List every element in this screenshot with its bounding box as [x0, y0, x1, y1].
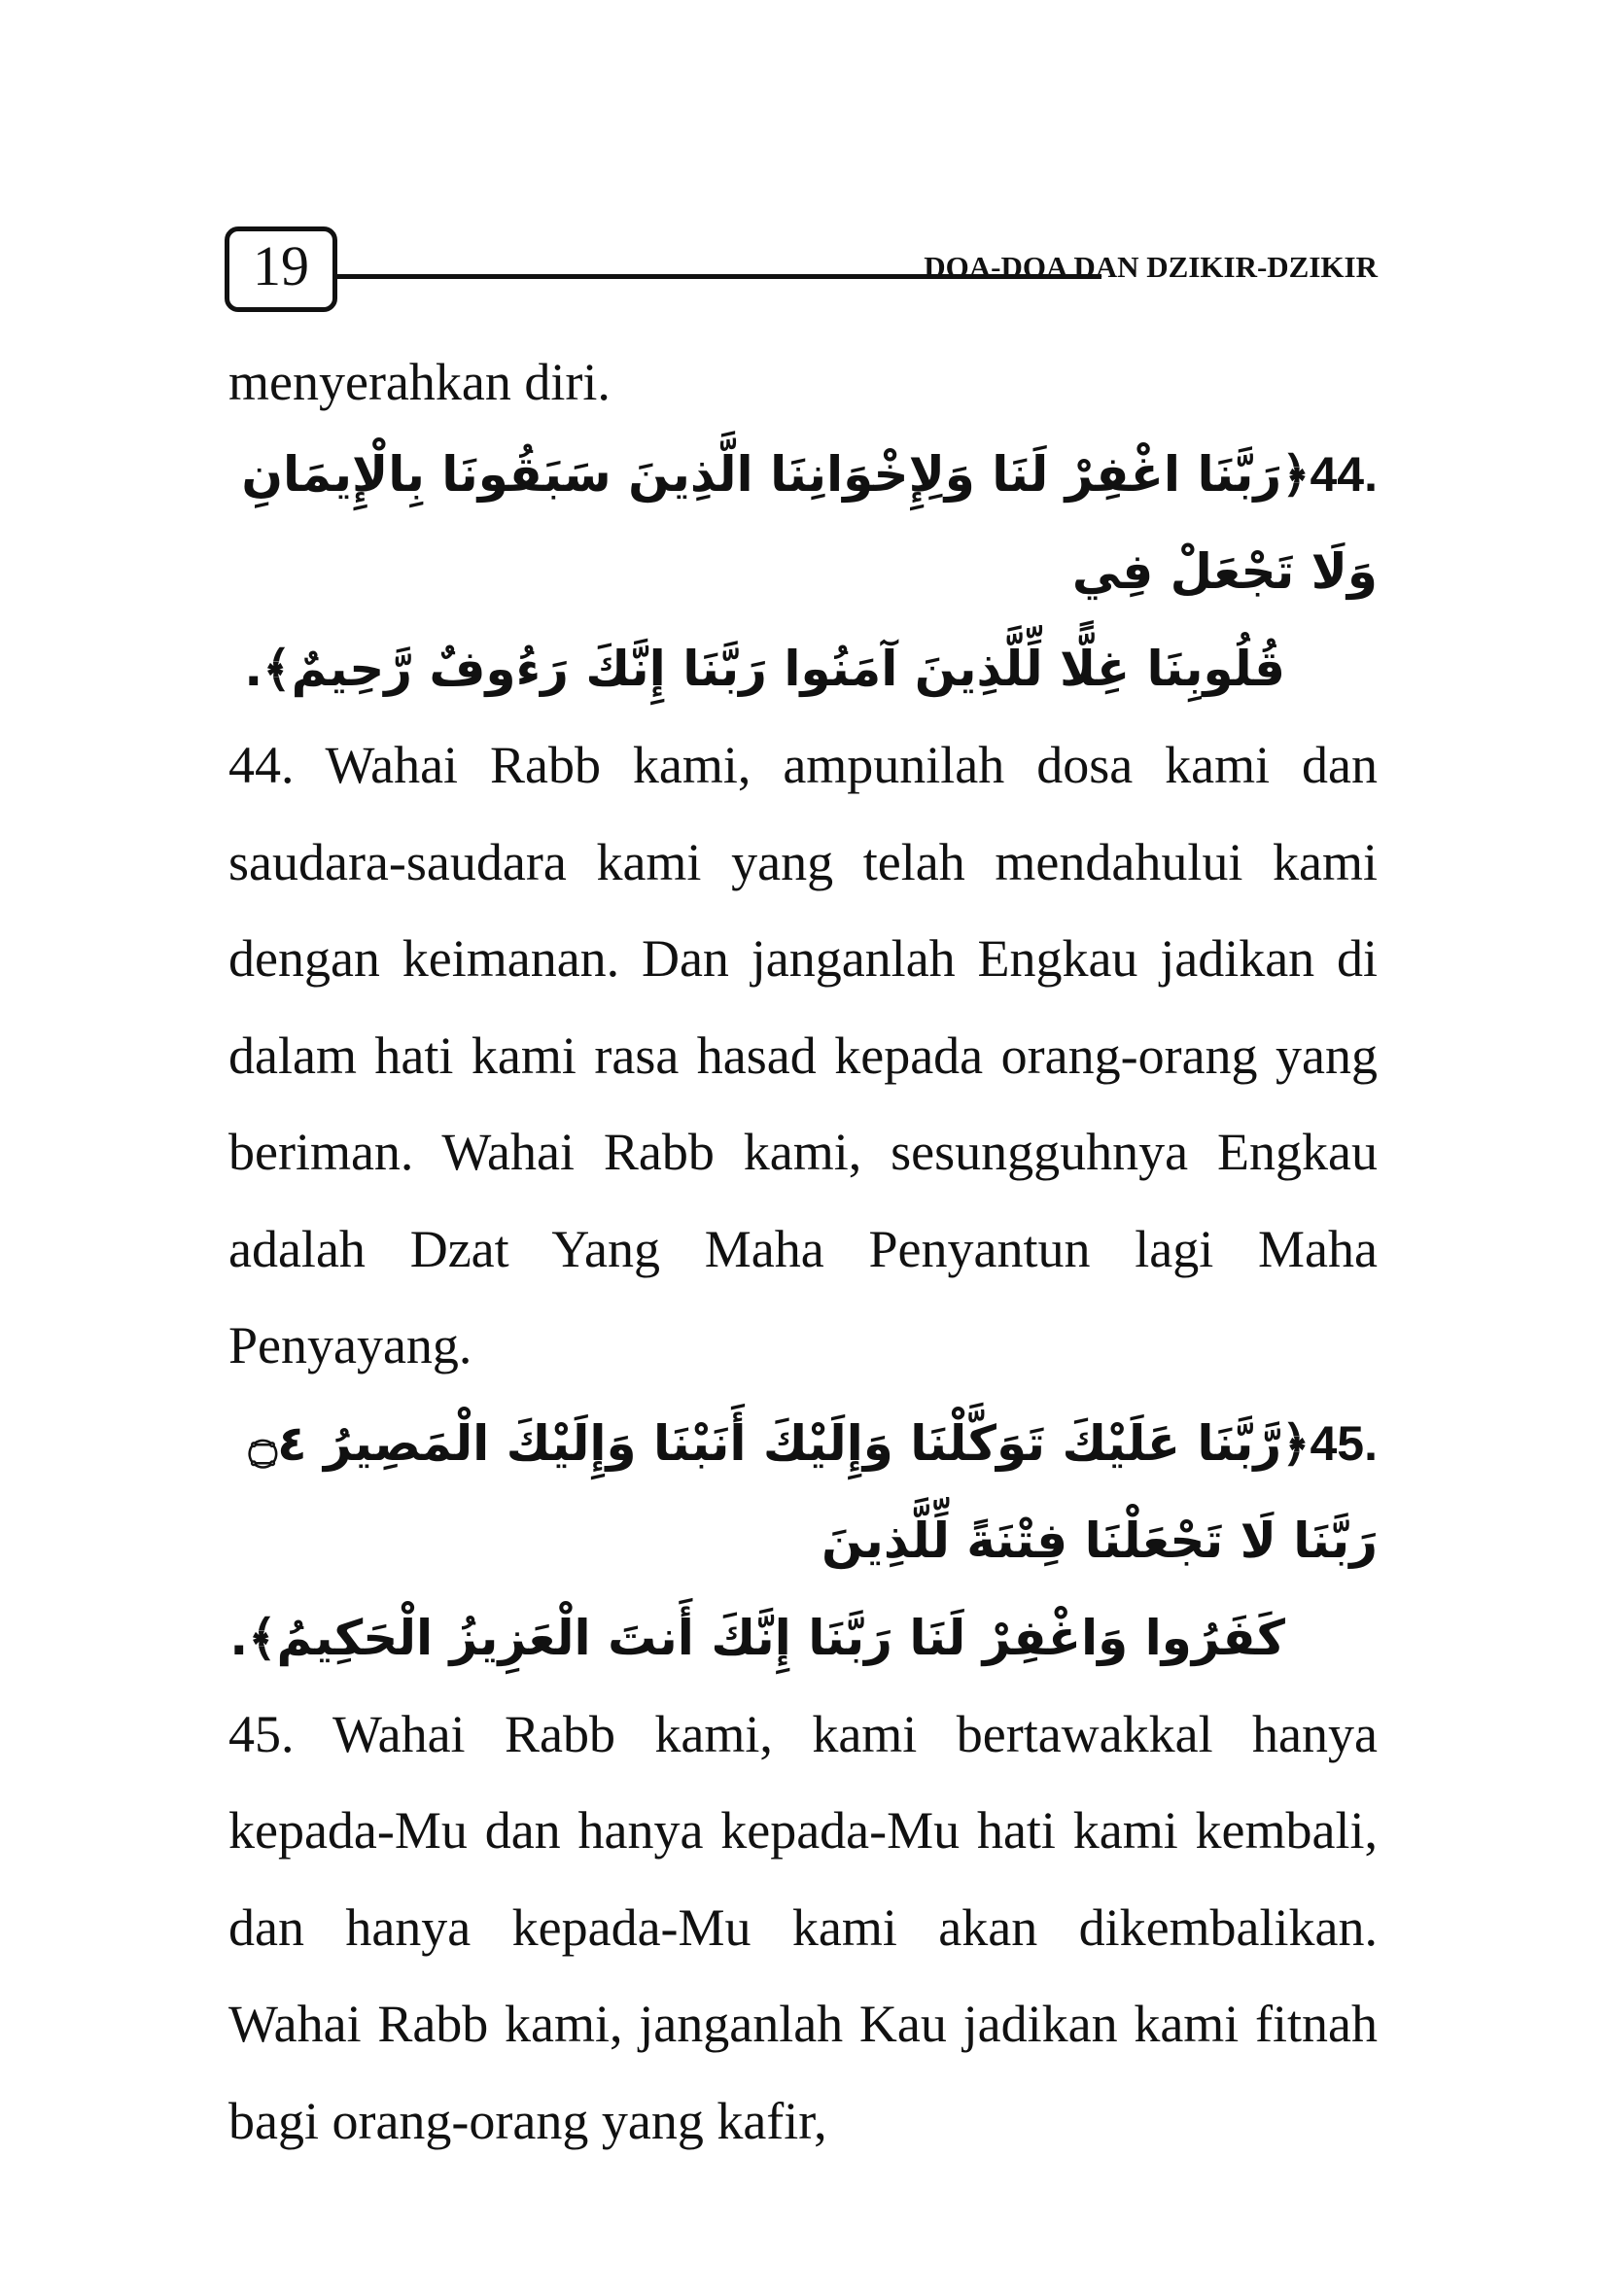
page-number: 19 [225, 226, 337, 312]
intro-fragment: menyerahkan diri. [228, 353, 611, 411]
arabic-verse-45 [228, 1395, 1378, 1687]
arabic-verse-44 [228, 426, 1378, 717]
arabic-verse-44-line2: قُلُوبِنَا غِلًّا لِّلَّذِينَ آمَنُوا رَبَّنَا إِنَّكَ رَءُوفٌ رَّحِيمٌ﴾. [244, 641, 1285, 697]
arabic-verse-45-line1 [228, 1395, 1378, 1589]
arabic-text: ﴿رَّبَّنَا عَلَيْكَ تَوَكَّلْنَا وَإِلَيْكَ أَنَبْنَا وَإِلَيْكَ الْمَصِيرُ ۝٤ رَبَّنَا لَا تَجْعَلْنَا فِتْنَةً لِّلَّذِينَ [248, 1414, 1378, 1569]
arabic-text: ﴿رَبَّنَا اغْفِرْ لَنَا وَلِإِخْوَانِنَا الَّذِينَ سَبَقُونَا بِالْإِيمَانِ وَلَا تَجْعَلْ فِي [241, 446, 1378, 600]
translation-44: 44. Wahai Rabb kami, ampunilah dosa kami dan saudara-saudara kami yang telah mendahului kami dengan keimanan. Dan janganlah Engkau jadikan di dalam hati kami rasa hasad kepada orang-orang yang beriman. Wahai Rabb kami, sesungguhnya Engkau adalah Dzat Yang Maha Penyantun lagi Maha Penyayang. [228, 736, 1378, 1374]
page-header [225, 224, 1378, 321]
verse-number-45: 45. [1310, 1415, 1378, 1471]
arabic-verse-45-line2: كَفَرُوا وَاغْفِرْ لَنَا رَبَّنَا إِنَّكَ أَنتَ الْعَزِيزُ الْحَكِيمُ﴾. [229, 1609, 1285, 1666]
arabic-verse-44-line1 [228, 426, 1378, 620]
translation-45: 45. Wahai Rabb kami, kami bertawakkal hanya kepada-Mu dan hanya kepada-Mu hati kami kembali, dan hanya kepada-Mu kami akan dikembalikan. Wahai Rabb kami, janganlah Kau jadikan kami fitnah bagi orang-orang yang kafir, [228, 1704, 1378, 2150]
page-body [228, 338, 1378, 2170]
verse-number-44: 44. [1310, 447, 1378, 502]
running-title: DOA-DOA DAN DZIKIR-DZIKIR [924, 250, 1378, 284]
